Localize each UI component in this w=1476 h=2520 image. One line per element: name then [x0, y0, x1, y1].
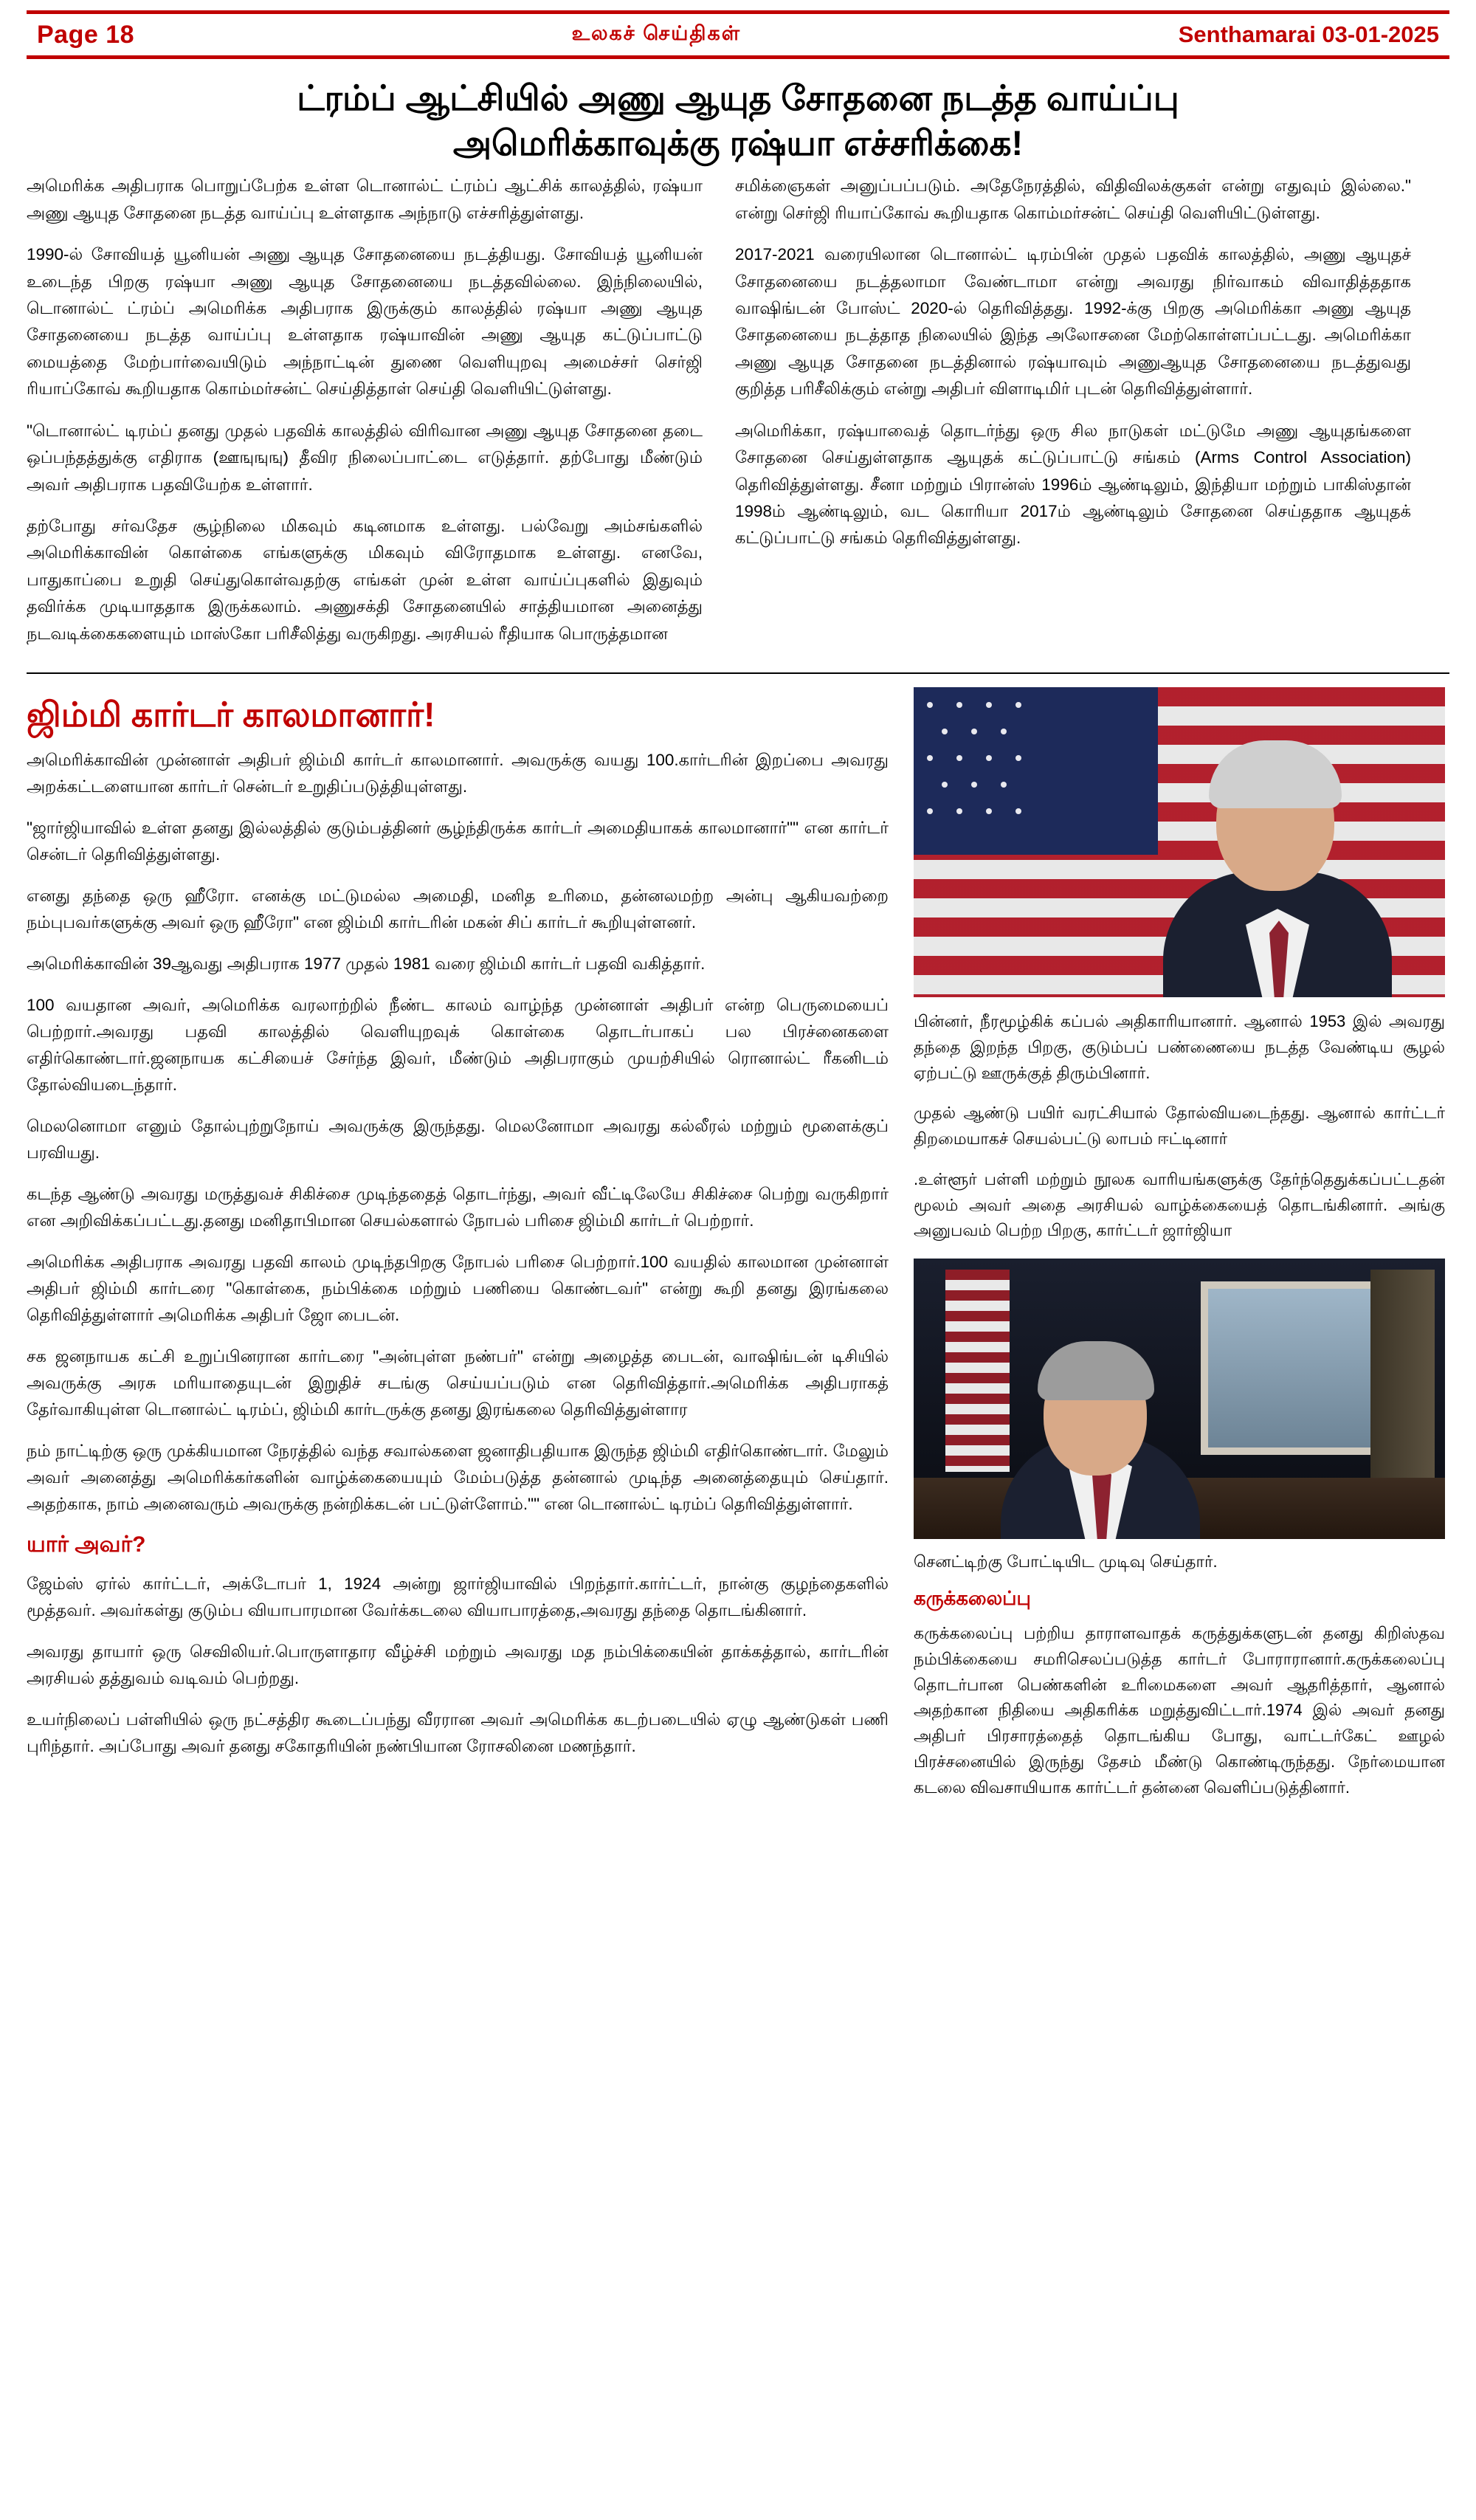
- paragraph: அமெரிக்க அதிபராக அவரது பதவி காலம் முடிந்தபிறகு நோபல் பரிசை பெற்றார்.100 வயதில் காலமான முன்னாள் அதிபர் ஜிம்மி கார்டரை "கொள்கை, நம்பிக்கை மற்றும் பணியை கொண்டவர்" என்று கூறி தனது இரங்கலை தெரிவித்துள்ளார் அமெரிக்க அதிபர் ஜோ பைடன்.: [27, 1253, 889, 1325]
- carter-portrait-photo: [914, 687, 1445, 997]
- photo-caption: செனட்டிற்கு போட்டியிட முடிவு செய்தார்.: [914, 1552, 1218, 1571]
- office-curtain: [1370, 1270, 1434, 1477]
- paragraph: பின்னர், நீரமூழ்கிக் கப்பல் அதிகாரியானார். ஆனால் 1953 இல் அவரது தந்தை இறந்த பிறகு, குடும்பப் பண்ணையை நடத்த வேண்டிய சூழல் ஏற்பட்டு ஊருக்குத் திரும்பினார்.: [914, 1012, 1445, 1082]
- paragraph: ஜேம்ஸ் ஏர்ல் கார்ட்டர், அக்டோபர் 1, 1924 அன்று ஜார்ஜியாவில் பிறந்தார்.கார்ட்டர், நான்கு குழந்தைகளில் மூத்தவர். அவர்கள்து குடும்ப வியாபாரமான வேர்க்கடலை வியாபாரத்தை,அவரது தந்தை தொடங்கினார்.: [27, 1574, 889, 1620]
- paragraph: உயர்நிலைப் பள்ளியில் ஒரு நட்சத்திர கூடைப்பந்து வீரரான அவர் அமெரிக்க கடற்படையில் ஏழு ஆண்டுகள் பணி புரிந்தார். அப்போது அவர் தனது சகோதரியின் நண்பியான ரோசலினை மணந்தார்.: [27, 1710, 889, 1756]
- paragraph: நம் நாட்டிற்கு ஒரு முக்கியமான நேரத்தில் வந்த சவால்களை ஜனாதிபதியாக இருந்த ஜிம்மி எதிர்கொண்டார். மேலும் அவர் அனைத்து அமெரிக்கர்களின் வாழ்க்கையையும் மேம்படுத்த தன்னால் முடிந்த அனைத்தையும் செய்தார். அதற்காக, நாம் அனைவரும் அவருக்கு நன்றிக்கடன் பட்டுள்ளோம்."" என டொனால்ட் டிரம்ப் தெரிவித்துள்ளார்.: [27, 1442, 889, 1514]
- headline-line-1: ட்ரம்ப் ஆட்சியில் அணு ஆயுத சோதனை நடத்த வாய்ப்பு: [297, 78, 1179, 117]
- paragraph: தற்போது சர்வதேச சூழ்நிலை மிகவும் கடினமாக உள்ளது. பல்வேறு அம்சங்களில் அமெரிக்காவின் கொள்கை எங்களுக்கு மிகவும் விரோதமாக உள்ளது. எனவே, பாதுகாப்பை உறுதி செய்துகொள்வதற்கு எங்கள் முன் உள்ள வாய்ப்புகளில் இதுவும் தவிர்க்க முடியாததாக இருக்கலாம். அணுசக்தி சோதனையில் சாத்தியமான அனைத்து நடவடிக்கைகளையும் மாஸ்கோ பரிசீலித்து வருகிறது. அரசியல் ரீதியாக பொருத்தமான: [27, 517, 703, 643]
- top-story-left-column: [27, 173, 703, 662]
- masthead: [27, 10, 1449, 59]
- abortion-heading: கருக்கலைப்பு: [914, 1587, 1031, 1610]
- paragraph: .உள்ளூர் பள்ளி மற்றும் நூலக வாரியங்களுக்கு தேர்ந்தெதுக்கப்பட்டதன் மூலம் அவர் அதை அரசியல் வாழ்க்கையைத் தொடங்கினார். அங்கு அனுபவம் பெற்ற பிறகு, கார்ட்டர் ஜார்ஜியா: [914, 1169, 1445, 1240]
- paragraph: "ஜார்ஜியாவில் உள்ள தனது இல்லத்தில் குடும்பத்தினர் சூழ்ந்திருக்க கார்டர் அமைதியாகக் காலமானார்"" என கார்டர் சென்டர் தெரிவித்துள்ளது.: [27, 819, 889, 864]
- paragraph: மெலனொமா எனும் தோல்புற்றுநோய் அவருக்கு இருந்தது. மெலனோமா அவரது கல்லீரல் மற்றும் மூளைக்குப் பரவியது.: [27, 1117, 889, 1163]
- who-is-he-heading: யார் அவர்?: [27, 1532, 146, 1557]
- paragraph: கருக்கலைப்பு பற்றிய தாராளவாதக் கருத்துக்களுடன் தனது கிறிஸ்தவ நம்பிக்கையை சமரிசெலப்படுத்த கார்டர் போராரானார்.கருக்கலைப்பு தொடர்பான பெண்களின் உரிமைகளை அவர் ஆதரித்தார், ஆனால் அதற்கான நிதியை அதிகரிக்க மறுத்துவிட்டார்.1974 இல் அவர் தனது அதிபர் பிரசாரத்தைத் தொடங்கிய போது, வாட்டர்கேட் ஊழல் பிரச்சனையில் இருந்து தேசம் மீண்டு கொண்டிருந்தது. நேர்மையான கடலை விவசாயியாக கார்ட்டர் தன்னை வெளிப்படுத்தினார்.: [914, 1624, 1445, 1797]
- paragraph: "டொனால்ட் டிரம்ப் தனது முதல் பதவிக் காலத்தில் விரிவான அணு ஆயுத சோதனை தடை ஒப்பந்தத்துக்கு எதிராக (ஊஙுஙுஙு) தீவிர நிலைப்பாட்டை எடுத்தார். தற்போது மீண்டும் அவர் அதிபராக பதவியேற்க உள்ளார்.: [27, 421, 703, 494]
- headline-line-2: அமெரிக்காவுக்கு ரஷ்யா எச்சரிக்கை!: [452, 123, 1024, 163]
- top-story-right-column: [735, 173, 1411, 567]
- paragraph: அமெரிக்கா, ரஷ்யாவைத் தொடர்ந்து ஒரு சில நாடுகள் மட்டுமே அணு ஆயுதங்களை சோதனை செய்துள்ளதாக ஆயுதக் கட்டுப்பாட்டு சங்கம் (Arms Control Association) தெரிவித்துள்ளது. சீனா மற்றும் பிரான்ஸ் 1996ம் ஆண்டிலும், இந்தியா மற்றும் பாகிஸ்தான் 1998ம் ஆண்டிலும், வட கொரியா 2017ம் ஆண்டிலும் சோதனை செய்ததாக ஆயுதக் கட்டுப்பாட்டு சங்கம் தெரிவித்துள்ளது.: [735, 421, 1411, 548]
- section-title: உலகச் செய்திகள்: [571, 21, 742, 44]
- paragraph: முதல் ஆண்டு பயிர் வரட்சியால் தோல்வியடைந்தது. ஆனால் கார்ட்டர் திறமையாகச் செயல்பட்டு லாபம் ஈட்டினார்: [914, 1104, 1445, 1149]
- paragraph: அமெரிக்க அதிபராக பொறுப்பேற்க உள்ள டொனால்ட் ட்ரம்ப் ஆட்சிக் காலத்தில், ரஷ்யா அணு ஆயுத சோதனை நடத்த வாய்ப்பு உள்ளதாக அந்நாடு எச்சரித்துள்ளது.: [27, 176, 703, 222]
- paragraph: அமெரிக்காவின் முன்னாள் அதிபர் ஜிம்மி கார்டர் காலமானார். அவருக்கு வயது 100.கார்டரின் இறப்பை அவரது அறக்கட்டளையான கார்டர் சென்டர் உறுதிப்படுத்தியுள்ளது.: [27, 751, 889, 796]
- portrait-figure: [1157, 731, 1401, 997]
- section-divider: [27, 672, 1449, 674]
- second-story-headline: ஜிம்மி கார்டர் காலமானார்!: [27, 695, 435, 734]
- second-story-right-column: [914, 687, 1445, 1815]
- page-title: [27, 75, 1449, 165]
- page-number: Page 18: [37, 20, 135, 49]
- portrait-figure-2: [995, 1332, 1201, 1539]
- paragraph: அமெரிக்காவின் 39ஆவது அதிபராக 1977 முதல் 1981 வரை ஜிம்மி கார்டர் பதவி வகித்தார்.: [27, 954, 706, 974]
- oval-office-photo: [914, 1259, 1445, 1539]
- paragraph: 1990-ல் சோவியத் யூனியன் அணு ஆயுத சோதனையை நடத்தியது. சோவியத் யூனியன் உடைந்த பிறகு ரஷ்யா அணு ஆயுத சோதனையை நடத்தவில்லை. இந்நிலையில், டொனால்ட் ட்ரம்ப் அமெரிக்க அதிபராக இருக்கும் காலத்தில் ரஷ்யா அணு ஆயுத சோதனையை நடத்த வாய்ப்பு உள்ளதாக ரஷ்யாவின் அணு ஆயுத கட்டுப்பாட்டு மையத்தை மேற்பார்வையிடும் அந்நாட்டின் துணை வெளியுறவு அமைச்சர் செர்ஜி ரியாப்கோவ் கூறியதாக கொம்மர்சன்ட் செய்தித்தாள் செய்தி வெளியிட்டுள்ளது.: [27, 245, 703, 399]
- paragraph: சமிக்ஞைகள் அனுப்பப்படும். அதேநேரத்தில், விதிவிலக்குகள் என்று எதுவும் இல்லை." என்று செர்ஜி ரியாப்கோவ் கூறியதாக கொம்மர்சன்ட் செய்தி வெளியிட்டுள்ளது.: [735, 176, 1411, 222]
- paragraph: அவரது தாயார் ஒரு செவிலியர்.பொருளாதார வீழ்ச்சி மற்றும் அவரது மத நம்பிக்கையின் தாக்கத்தால், கார்டரின் அரசியல் தத்துவம் வடிவம் பெற்றது.: [27, 1642, 889, 1688]
- paragraph: எனது தந்தை ஒரு ஹீரோ. எனக்கு மட்டுமல்ல அமைதி, மனித உரிமை, தன்னலமற்ற அன்பு ஆகியவற்றை நம்புபவர்களுக்கு அவர் ஒரு ஹீரோ" என ஜிம்மி கார்டரின் மகன் சிப் கார்டர் கூறியுள்ளனர்.: [27, 887, 889, 932]
- top-story: [27, 173, 1449, 662]
- second-story-left-column: [27, 687, 889, 1774]
- paragraph: 2017-2021 வரையிலான டொனால்ட் டிரம்பின் முதல் பதவிக் காலத்தில், அணு ஆயுதச் சோதனையை நடத்தலாமா வேண்டாமா என்று அவரது நிர்வாகம் விவாதித்ததாக வாஷிங்டன் போஸ்ட் 2020-ல் தெரிவித்தது. 1992-க்கு பிறகு அமெரிக்கா அணு ஆயுத சோதனையை நடத்தாத நிலையில் இந்த அலோசனை மேற்கொள்ளப்பட்டது. அமெரிக்கா அணு ஆயுத சோதனை நடத்தினால் ரஷ்யாவும் அணுஆயுத சோதனையை நடத்துவது குறித்த பரிசீலிக்கும் என்று அதிபர் விளாடிமிர் புடன் தெரிவித்துள்ளார்.: [735, 245, 1411, 399]
- paragraph: சக ஜனநாயக கட்சி உறுப்பினரான கார்டரை "அன்புள்ள நண்பர்" என்று அழைத்த பைடன், வாஷிங்டன் டிசியில் அவருக்கு அரசு மரியாதையுடன் இறுதிச் சடங்கு செய்யப்படும் என தெரிவித்தார்.அமெரிக்க அதிபராகத் தேர்வாகியுள்ள டொனால்ட் டிரம்ப், ஜிம்மி கார்டருக்கு தனது இரங்கலை தெரிவித்துள்ளார: [27, 1347, 889, 1419]
- paragraph: 100 வயதான அவர், அமெரிக்க வரலாற்றில் நீண்ட காலம் வாழ்ந்த முன்னாள் அதிபர் என்ற பெருமையைப் பெற்றார்.அவரது பதவி காலத்தில் வெளியுறவுக் கொள்கை தொடர்பாகப் பல பிரச்னைகளை எதிர்கொண்டார்.ஜனநாயக கட்சியைச் சேர்ந்த இவர், மீண்டும் அதிபராகும் முயற்சியில் ரொனால்ட் ரீகனிடம் தோல்வியடைந்தார்.: [27, 996, 889, 1095]
- paragraph: கடந்த ஆண்டு அவரது மருத்துவச் சிகிச்சை முடிந்ததைத் தொடர்ந்து, அவர் வீட்டிலேயே சிகிச்சை பெற்று வருகிறார் என அறிவிக்கப்பட்டது.தனது மனிதாபிமான செயல்களால் நோபல் பரிசை ஜிம்மி கார்டர் பெற்றார்.: [27, 1185, 889, 1230]
- issue-date: Senthamarai 03-01-2025: [1178, 21, 1439, 47]
- flag-canton: [914, 687, 1158, 855]
- newspaper-page: [0, 10, 1476, 2520]
- second-story: [27, 687, 1449, 1815]
